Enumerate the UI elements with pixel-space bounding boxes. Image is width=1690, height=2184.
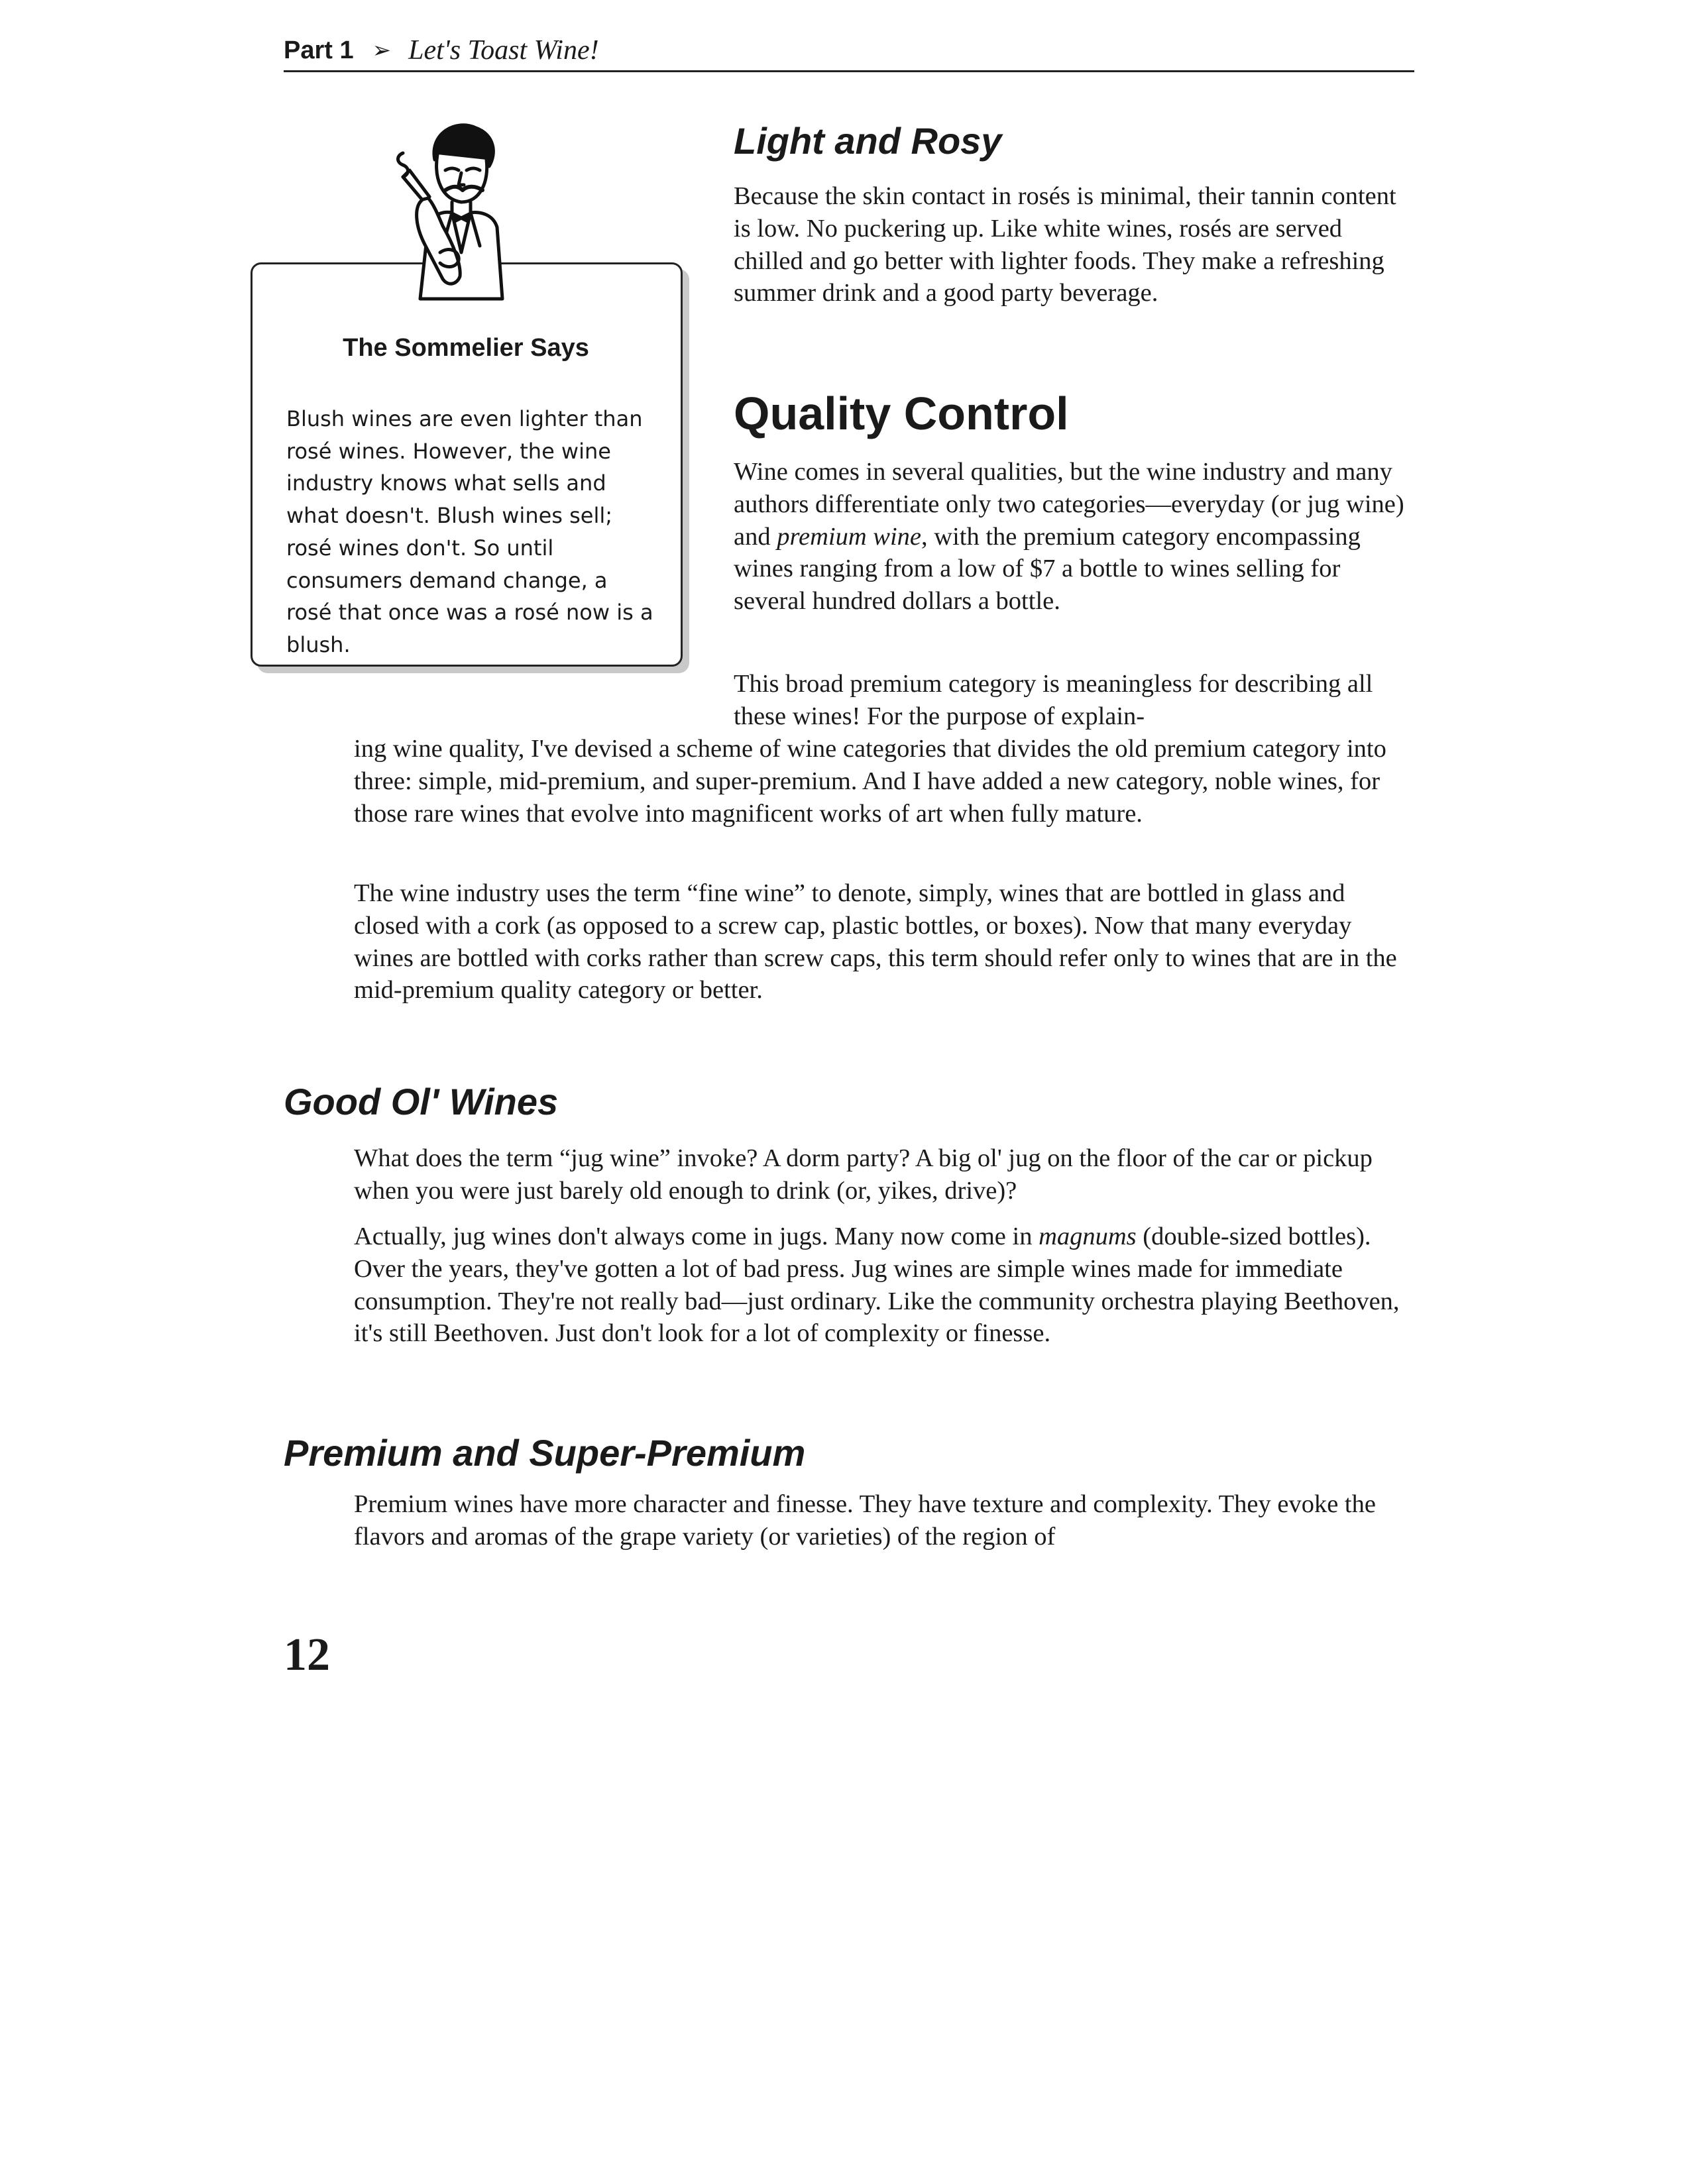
heading-quality-control: Quality Control: [734, 388, 1069, 439]
sommelier-sidebar: [251, 262, 684, 667]
paragraph-premium-1: Premium wines have more character and finesse. They have texture and complexity. They evoke the flavors and aromas of the grape variety (or varieties) of the region of: [354, 1490, 1376, 1551]
paragraph-quality-control-2-top: This broad premium category is meaningless for describing all these wines! For the purpose of explain-: [734, 670, 1373, 730]
running-header: [284, 30, 1410, 70]
gow-p2-text: Actually, jug wines don't always come in jugs. Many now come in: [354, 1223, 1039, 1250]
part-label: Part 1: [284, 36, 354, 64]
paragraph-quality-control-3: The wine industry uses the term “fine wine” to denote, simply, wines that are bottled in glass and closed with a cork (as opposed to a screw cap, plastic bottles, or boxes). Now that many everyday wines are bottled with corks rather than screw caps, this term should refer only to wines that are in the mid-premium quality category or better.: [354, 879, 1397, 1005]
qc-p1-text-after: , with the premium category encompassing wines ranging from a low of $7 a bottle to wines selling for several hundred dollars a bottle.: [734, 522, 1361, 616]
header-rule: [284, 70, 1414, 72]
gow-p2-emphasis: magnums: [1039, 1223, 1137, 1250]
sidebar-text: Blush wines are even lighter than rosé wines. However, the wine industry knows what sells and what doesn't. Blush wines sell; rosé wines don't. So until consumers demand change, a rosé that once was a rosé now is a blush.: [286, 406, 653, 657]
arrow-icon: ➢: [372, 38, 392, 63]
page-number: 12: [284, 1629, 330, 1680]
gow-p2-text-after: (double-sized bottles). Over the years, they've gotten a lot of bad press. Jug wines are simple wines made for immediate consumption. They're not really bad—just ordinary. Like the community orchestra playing Beethoven, it's still Beethoven. Just don't look for a lot of complexity or finesse.: [354, 1223, 1400, 1348]
chapter-title: Let's Toast Wine!: [408, 35, 599, 66]
paragraph-quality-control-1: [734, 456, 1410, 618]
paragraph-good-ol-wines-1: What does the term “jug wine” invoke? A dorm party? A big ol' jug on the floor of the car or pickup when you were just barely old enough to drink (or, yikes, drive)?: [354, 1144, 1373, 1205]
paragraph-quality-control-2-rest: ing wine quality, I've devised a scheme of wine categories that divides the old premium category into three: simple, mid-premium, and super-premium. And I have added a new category, noble wines, for those rare wines that evolve into magnificent works of art when fully mature.: [354, 735, 1386, 828]
qc-p1-emphasis: premium wine: [777, 522, 922, 551]
heading-premium: Premium and Super-Premium: [284, 1432, 806, 1474]
paragraph-good-ol-wines-2: [354, 1221, 1408, 1350]
sommelier-cartoon-icon: [376, 113, 535, 325]
heading-light-and-rosy: Light and Rosy: [734, 120, 1002, 162]
paragraph-light-and-rosy: Because the skin contact in rosés is minimal, their tannin content is low. No puckering up. Like white wines, rosés are served chilled and go better with lighter foods. They make a refreshing summer drink and a good party beverage.: [734, 182, 1396, 307]
qc-p1-text: Wine comes in several qualities, but the wine industry and many authors differentiate only two categories—everyday (or jug wine) and: [734, 458, 1404, 551]
heading-good-ol-wines: Good Ol' Wines: [284, 1081, 559, 1122]
sidebar-title: The Sommelier Says: [343, 334, 589, 362]
